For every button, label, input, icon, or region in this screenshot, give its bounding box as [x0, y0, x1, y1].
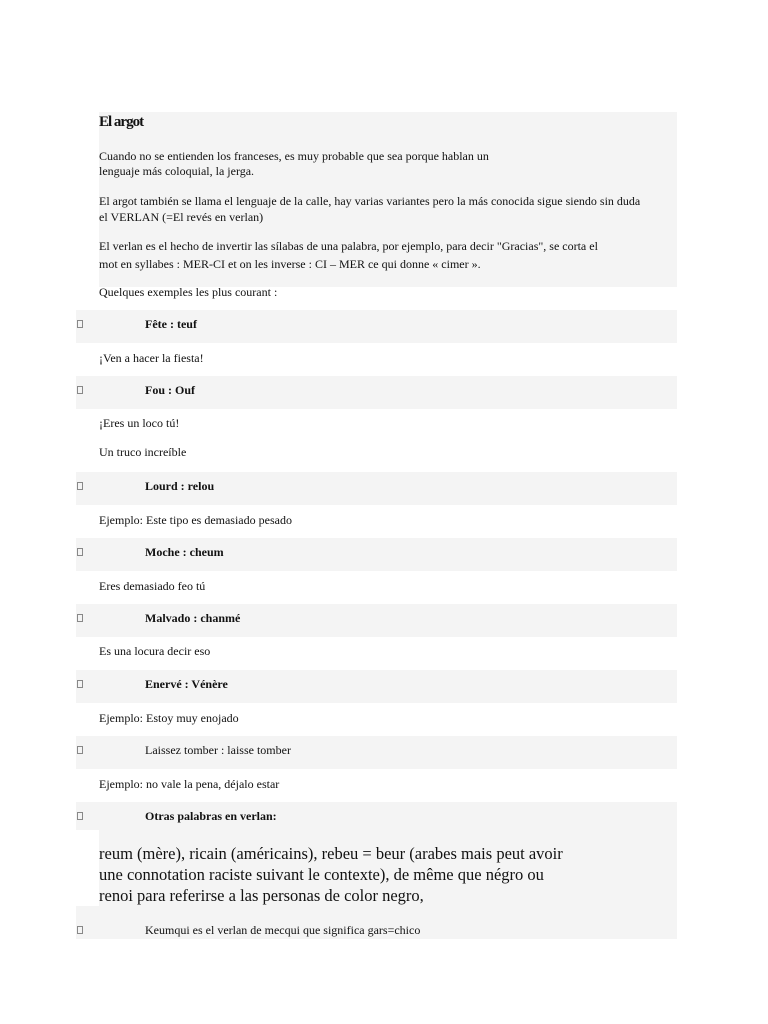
list-item-term: Lourd : relou — [145, 479, 215, 493]
list-item-example: Eres demasiado feo tú — [99, 579, 206, 593]
intro-line: Cuando no se entienden los franceses, es muy probable que sea porque hablan un — [99, 149, 489, 163]
list-item-example: Ejemplo: Este tipo es demasiado pesado — [99, 513, 292, 527]
bullet-icon — [77, 320, 83, 328]
list-item-example: Es una locura decir eso — [99, 644, 211, 658]
bullet-icon — [77, 812, 83, 820]
bullet-icon — [77, 680, 83, 688]
large-paragraph-line: reum (mère), ricain (américains), rebeu = beur (arabes mais peut avoir — [99, 844, 563, 863]
bullet-icon — [77, 746, 83, 754]
large-paragraph-line: une connotation raciste suivant le contexte), de même que négro ou — [99, 865, 544, 884]
bullet-icon — [77, 614, 83, 622]
list-item-term: Keumqui es el verlan de mecqui que significa gars=chico — [145, 923, 421, 937]
page-title: El argot — [99, 114, 144, 130]
paragraph-line: mot en syllabes : MER-CI et on les inverse : CI – MER ce qui donne « cimer ». — [99, 257, 481, 271]
bullet-icon — [77, 386, 83, 394]
paragraph-line: El verlan es el hecho de invertir las sílabas de una palabra, por ejemplo, para decir "Gracias", se corta el — [99, 239, 598, 253]
list-item-term: Moche : cheum — [145, 545, 224, 559]
list-item-example: Ejemplo: Estoy muy enojado — [99, 711, 239, 725]
list-item-term: Otras palabras en verlan: — [145, 809, 277, 823]
paragraph-line: el VERLAN (=El revés en verlan) — [99, 210, 264, 224]
list-item-example: Ejemplo: no vale la pena, déjalo estar — [99, 777, 280, 791]
list-item-example: ¡Eres un loco tú! — [99, 416, 180, 430]
list-item-example: Un truco increíble — [99, 445, 187, 459]
intro-line: lenguaje más coloquial, la jerga. — [99, 164, 255, 178]
list-item-term: Enervé : Vénère — [145, 677, 228, 691]
bullet-icon — [77, 482, 83, 490]
bullet-icon — [77, 926, 83, 934]
bullet-icon — [77, 548, 83, 556]
list-item-term: Fête : teuf — [145, 317, 197, 331]
list-item-term: Malvado : chanmé — [145, 611, 241, 625]
list-item-term: Fou : Ouf — [145, 383, 196, 397]
paragraph-line: El argot también se llama el lenguaje de la calle, hay varias variantes pero la más conocida sigue siendo sin duda — [99, 194, 641, 208]
list-item-example: ¡Ven a hacer la fiesta! — [99, 351, 204, 365]
list-item-term: Laissez tomber : laisse tomber — [145, 743, 291, 757]
examples-intro: Quelques exemples les plus courant : — [99, 285, 278, 299]
large-paragraph-line: renoi para referirse a las personas de color negro, — [99, 886, 424, 905]
